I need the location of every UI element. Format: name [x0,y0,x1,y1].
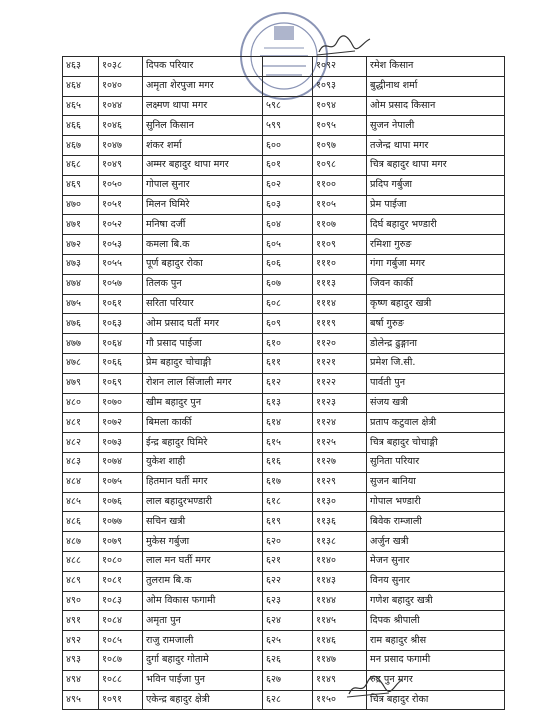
name-cell: तजेन्द्र थापा मगर [367,136,505,156]
name-cell: सरिता परियार [143,294,263,314]
table-row [63,532,505,552]
name-cell: दुर्गा बहादुर गोतामे [143,650,263,670]
roll-number-cell: १०९५ [313,116,367,136]
serial-number-cell: ४६९ [63,175,99,195]
roll-number-cell: १०४७ [99,136,143,156]
roll-number-cell: १०५१ [99,195,143,215]
serial-number-cell: ६०५ [263,235,313,255]
roll-number-cell: ११२१ [313,353,367,373]
roll-number-cell: १११३ [313,274,367,294]
roll-number-cell: १०७६ [99,492,143,512]
roll-number-cell: ११५० [313,690,367,710]
name-cell: मन प्रसाद फगामी [367,650,505,670]
table-row [63,136,505,156]
serial-number-cell: ४८८ [63,551,99,571]
name-cell: दिपक श्रीपाली [367,611,505,631]
roll-number-cell: ११२० [313,334,367,354]
serial-number-cell: ६०९ [263,314,313,334]
name-cell: युकेश शाही [143,452,263,472]
name-cell: अमृता शेरपुजा मगर [143,76,263,96]
table-row [63,650,505,670]
table-row [63,492,505,512]
table-row [63,472,505,492]
name-cell: विनय सुनार [367,571,505,591]
name-cell: गंगा गर्बुजा मगर [367,254,505,274]
serial-number-cell: ४६६ [63,116,99,136]
serial-number-cell: ६०० [263,136,313,156]
table-row [63,314,505,334]
name-cell: लाल बहादुरभण्डारी [143,492,263,512]
serial-number-cell: ६०२ [263,175,313,195]
roll-number-cell: १०७७ [99,512,143,532]
serial-number-cell: ६११ [263,353,313,373]
name-cell: मिलन घिमिरे [143,195,263,215]
table-row [63,294,505,314]
roll-number-cell: १०६१ [99,294,143,314]
roll-number-cell: ११०० [313,175,367,195]
roll-number-cell: १०४४ [99,96,143,116]
name-cell: पूर्ण बहादुर रोका [143,254,263,274]
roll-number-cell: ११४९ [313,670,367,690]
roll-number-cell: ११२५ [313,433,367,453]
serial-number-cell: ६२२ [263,571,313,591]
table-body [63,57,505,710]
serial-number-cell: ६१५ [263,433,313,453]
roll-number-cell: १०८८ [99,670,143,690]
serial-number-cell: ६०८ [263,294,313,314]
roll-number-cell: १०६३ [99,314,143,334]
name-cell: ओम प्रसाद किसान [367,96,505,116]
table-row [63,690,505,710]
name-cell: राजु रामजाली [143,631,263,651]
roll-number-cell: १०८७ [99,650,143,670]
roll-number-cell: ११४४ [313,591,367,611]
name-cell: अम्मर बहादुर थापा मगर [143,155,263,175]
roll-number-cell: ११२३ [313,393,367,413]
roll-number-cell: १०९१ [99,690,143,710]
name-cell: डोलेन्द्र ढुङ्गाना [367,334,505,354]
name-cell: चित्र बहादुर थापा मगर [367,155,505,175]
name-cell: मनिषा दर्जी [143,215,263,235]
name-cell: अर्जुन खत्री [367,532,505,552]
serial-number-cell: ४८० [63,393,99,413]
roll-number-cell: १११४ [313,294,367,314]
serial-number-cell: ४६८ [63,155,99,175]
name-cell: संजय खत्री [367,393,505,413]
serial-number-cell: ४७५ [63,294,99,314]
name-cell: गोपाल सुनार [143,175,263,195]
roll-number-cell: १०८४ [99,611,143,631]
roll-number-cell: १०७३ [99,433,143,453]
table-row [63,512,505,532]
serial-number-cell: ६०३ [263,195,313,215]
name-cell: लक्ष्मण थापा मगर [143,96,263,116]
name-cell: चित्र बहादुर रोका [367,690,505,710]
roll-number-cell: १०८५ [99,631,143,651]
roll-number-cell: ११४३ [313,571,367,591]
roll-number-cell: १०८० [99,551,143,571]
name-cell: गणेश बहादुर खत्री [367,591,505,611]
table-row [63,116,505,136]
roll-number-cell: १०६६ [99,353,143,373]
roll-number-cell: ११२४ [313,413,367,433]
table-row [63,76,505,96]
serial-number-cell: ४९४ [63,670,99,690]
table-row [63,195,505,215]
roll-number-cell: ११२७ [313,452,367,472]
serial-number-cell: ६२० [263,532,313,552]
serial-number-cell: ४८२ [63,433,99,453]
signature-top [315,34,373,58]
table-row [63,591,505,611]
name-cell: प्रेम पाईजा [367,195,505,215]
serial-number-cell: ४७६ [63,314,99,334]
table-row [63,235,505,255]
name-cell: ओम प्रसाद घर्ती मगर [143,314,263,334]
name-cell: हितमान घर्ती मगर [143,472,263,492]
roll-number-cell: ११२२ [313,373,367,393]
roll-number-cell: १०६९ [99,373,143,393]
serial-number-cell: ६०४ [263,215,313,235]
name-cell: मेजन सुनार [367,551,505,571]
roll-number-cell: १०९४ [313,96,367,116]
serial-number-cell: ६१० [263,334,313,354]
name-cell: पार्वती पुन [367,373,505,393]
roll-number-cell: १०६४ [99,334,143,354]
roll-number-cell: १०७५ [99,472,143,492]
table-row [63,175,505,195]
table-row [63,373,505,393]
name-cell: कृष्ण बहादुर खत्री [367,294,505,314]
serial-number-cell: ६१२ [263,373,313,393]
name-cell: राम बहादुर श्रीस [367,631,505,651]
serial-number-cell: ४७१ [63,215,99,235]
serial-number-cell: ४९० [63,591,99,611]
name-cell: भविन पाईजा पुन [143,670,263,690]
roll-number-table [62,56,505,710]
name-cell: बिमला कार्की [143,413,263,433]
serial-number-cell: ४८६ [63,512,99,532]
serial-number-cell: ४७४ [63,274,99,294]
name-cell: प्रदिप गर्बुजा [367,175,505,195]
serial-number-cell: ५९९ [263,116,313,136]
name-cell: रमिशा गुरुङ [367,235,505,255]
table-row [63,413,505,433]
serial-number-cell: ६२७ [263,670,313,690]
serial-number-cell: ४८५ [63,492,99,512]
serial-number-cell: ६२३ [263,591,313,611]
name-cell: प्रेम बहादुर चोचाङ्गी [143,353,263,373]
table-row [63,254,505,274]
roll-number-cell: ११३६ [313,512,367,532]
roll-number-cell: १०४६ [99,116,143,136]
name-cell: प्रमेश जि.सी. [367,353,505,373]
name-cell: खीम बहादुर पुन [143,393,263,413]
name-cell: सुजन बानिया [367,472,505,492]
table-row [63,57,505,77]
roll-number-cell: १०८३ [99,591,143,611]
roll-number-cell: १०९७ [313,136,367,156]
name-cell: रुद्र पुन मगर [367,670,505,690]
name-cell: सचिन खत्री [143,512,263,532]
roll-number-cell: ११४० [313,551,367,571]
serial-number-cell: ६०१ [263,155,313,175]
roll-number-cell: १०८१ [99,571,143,591]
serial-number-cell: ४७२ [63,235,99,255]
serial-number-cell: ४७७ [63,334,99,354]
serial-number-cell: ६२६ [263,650,313,670]
table-row [63,631,505,651]
roll-number-cell: १०५० [99,175,143,195]
table-row [63,155,505,175]
name-cell: सुनिल किसान [143,116,263,136]
roll-number-cell: ११२९ [313,472,367,492]
name-cell: दिर्घ बहादुर भण्डारी [367,215,505,235]
signature-bottom [345,674,405,700]
serial-number-cell: ६२४ [263,611,313,631]
name-cell: गोपाल भण्डारी [367,492,505,512]
serial-number-cell: ४६३ [63,57,99,77]
table-row [63,670,505,690]
roll-number-cell: ११४७ [313,650,367,670]
serial-number-cell: ४९३ [63,650,99,670]
serial-number-cell: ४७३ [63,254,99,274]
table-row [63,393,505,413]
name-cell: चित्र बहादुर चोचाङ्गी [367,433,505,453]
serial-number-cell: ६२५ [263,631,313,651]
table-row [63,215,505,235]
serial-number-cell: ६२८ [263,690,313,710]
serial-number-cell: ६१९ [263,512,313,532]
serial-number-cell: ६२१ [263,551,313,571]
name-cell: सुनिता परियार [367,452,505,472]
serial-number-cell: ४७० [63,195,99,215]
serial-number-cell: ६१८ [263,492,313,512]
roll-number-cell: १०५३ [99,235,143,255]
name-cell: तिलक पुन [143,274,263,294]
serial-number-cell [263,57,313,77]
roll-number-cell: ११०५ [313,195,367,215]
roll-number-cell: १०९८ [313,155,367,175]
roll-number-cell: १०५७ [99,274,143,294]
name-cell: प्रताप कटुवाल क्षेत्री [367,413,505,433]
roll-number-cell: ११४५ [313,611,367,631]
serial-number-cell: ६१३ [263,393,313,413]
roll-number-cell: १०७४ [99,452,143,472]
table-row [63,96,505,116]
name-cell: बर्षा गुरुङ [367,314,505,334]
serial-number-cell: ४८७ [63,532,99,552]
roll-number-cell: ११०९ [313,235,367,255]
table-row [63,433,505,453]
serial-number-cell [263,76,313,96]
roll-number-cell: १०७२ [99,413,143,433]
roll-number-cell: १०५५ [99,254,143,274]
name-cell: रमेश किसान [367,57,505,77]
roll-number-cell: १०४९ [99,155,143,175]
name-cell: बिवेक राम्जाली [367,512,505,532]
roll-number-cell: १०४० [99,76,143,96]
roll-number-cell: १०३८ [99,57,143,77]
roll-number-cell: १०५२ [99,215,143,235]
serial-number-cell: ६१७ [263,472,313,492]
name-cell: मुकेस गर्बुजा [143,532,263,552]
name-cell: लाल मन घर्ती मगर [143,551,263,571]
table-row [63,571,505,591]
serial-number-cell: ४८३ [63,452,99,472]
serial-number-cell: ६०७ [263,274,313,294]
roll-number-cell: १०९२ [313,57,367,77]
roll-number-cell: ११४६ [313,631,367,651]
name-cell: ईन्द्र बहादुर घिमिरे [143,433,263,453]
name-cell: सुजन नेपाली [367,116,505,136]
name-cell: तुलराम बि.क [143,571,263,591]
roll-number-cell: १०७० [99,393,143,413]
serial-number-cell: ६०६ [263,254,313,274]
serial-number-cell: ४९२ [63,631,99,651]
table-row [63,353,505,373]
name-cell: बुद्धीनाथ शर्मा [367,76,505,96]
serial-number-cell: ४८९ [63,571,99,591]
serial-number-cell: ४६७ [63,136,99,156]
serial-number-cell: ४९१ [63,611,99,631]
roll-number-cell: ११३८ [313,532,367,552]
serial-number-cell: ४६४ [63,76,99,96]
name-cell: कमला बि.क [143,235,263,255]
serial-number-cell: ४८१ [63,413,99,433]
table-row [63,334,505,354]
name-cell: शंकर शर्मा [143,136,263,156]
name-cell: ओम विकास फगामी [143,591,263,611]
serial-number-cell: ४६५ [63,96,99,116]
serial-number-cell: ६१४ [263,413,313,433]
table-row [63,611,505,631]
roll-number-cell: १०९३ [313,76,367,96]
roll-number-cell: ११३० [313,492,367,512]
name-cell: दिपक परियार [143,57,263,77]
serial-number-cell: ४७८ [63,353,99,373]
roll-number-cell: ११०७ [313,215,367,235]
name-cell: गौ प्रसाद पाईजा [143,334,263,354]
roll-number-cell: १११९ [313,314,367,334]
roll-number-cell: १११० [313,254,367,274]
name-cell: जिवन कार्की [367,274,505,294]
serial-number-cell: ४८४ [63,472,99,492]
name-cell: रोशन लाल सिंजाली मगर [143,373,263,393]
roll-number-cell: १०७९ [99,532,143,552]
serial-number-cell: ६१६ [263,452,313,472]
name-cell: एकेन्द्र बहादुर क्षेत्री [143,690,263,710]
table-row [63,551,505,571]
name-cell: अमृता पुन [143,611,263,631]
table-row [63,274,505,294]
table-row [63,452,505,472]
serial-number-cell: ५९८ [263,96,313,116]
serial-number-cell: ४७९ [63,373,99,393]
serial-number-cell: ४९५ [63,690,99,710]
